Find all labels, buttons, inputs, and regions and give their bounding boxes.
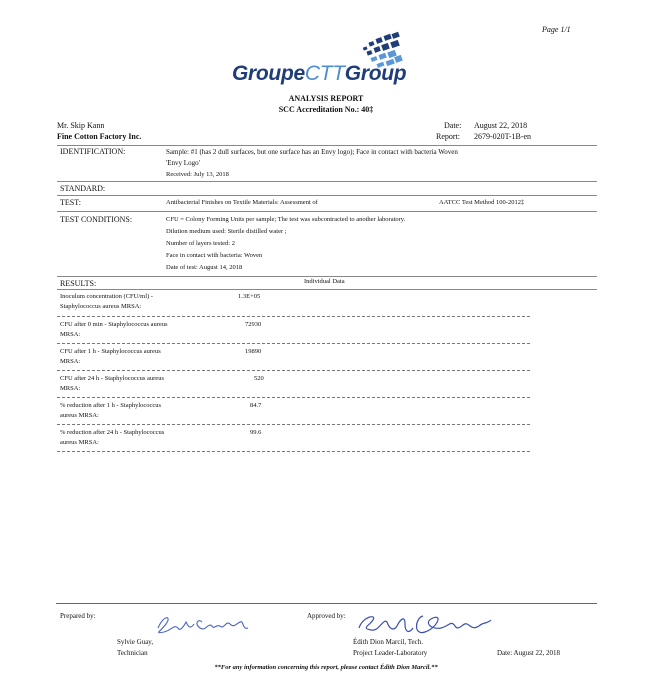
date-label: Date: bbox=[444, 121, 462, 130]
result-value: 19890 bbox=[245, 348, 262, 355]
result-label: MRSA: bbox=[60, 385, 81, 392]
result-label: MRSA: bbox=[60, 331, 81, 338]
standard-label: STANDARD: bbox=[60, 184, 106, 193]
row-divider bbox=[57, 424, 530, 425]
divider bbox=[57, 145, 597, 146]
condition-line: CFU = Colony Forming Units per sample; The test was subcontracted to another laboratory. bbox=[166, 216, 406, 223]
report-number: 2679-020T-1B-en bbox=[474, 132, 532, 141]
result-label: Inoculum concentration (CFU/ml) - bbox=[60, 293, 153, 300]
result-value: 1.3E+05 bbox=[238, 293, 261, 300]
approved-date: Date: August 22, 2018 bbox=[497, 649, 560, 657]
prepared-signature bbox=[150, 610, 270, 640]
received-date: Received: July 13, 2018 bbox=[166, 171, 229, 178]
result-label: MRSA: bbox=[60, 358, 81, 365]
result-label: % reduction after 24 h - Staphylococcus bbox=[60, 429, 165, 436]
row-divider bbox=[57, 370, 530, 371]
result-label: aureus MRSA: bbox=[60, 439, 99, 446]
prepared-title: Technician bbox=[117, 649, 148, 657]
approved-title: Project Leader-Laboratory bbox=[353, 649, 428, 657]
condition-line: Face in contact with bacteria: Woven bbox=[166, 252, 263, 259]
result-value: 84.7 bbox=[250, 402, 262, 409]
result-label: aureus MRSA: bbox=[60, 412, 99, 419]
identification-label: IDENTIFICATION: bbox=[60, 147, 126, 156]
report-label: Report: bbox=[436, 132, 460, 141]
footer-note: **For any information concerning this report, please contact Édith Dion Marcil.** bbox=[214, 664, 438, 671]
logo-text: GroupeCTTGroup bbox=[232, 62, 407, 85]
identification-sample: Sample: #1 (has 2 dull surfaces, but one surface has an Envy logo); Face in contact with bacteria Woven bbox=[166, 148, 458, 156]
result-value: 99.6 bbox=[250, 429, 262, 436]
row-divider bbox=[57, 316, 530, 317]
approved-name: Édith Dion Marcil, Tech. bbox=[353, 638, 423, 646]
row-divider bbox=[57, 451, 530, 452]
result-label: % reduction after 1 h - Staphylococcus bbox=[60, 402, 162, 409]
approved-signature bbox=[353, 608, 503, 642]
report-title: ANALYSIS REPORT bbox=[288, 94, 364, 103]
test-method: AATCC Test Method 100-2012‡ bbox=[439, 199, 525, 206]
test-conditions-label: TEST CONDITIONS: bbox=[60, 215, 133, 224]
result-label: CFU after 1 h - Staphylococcus aureus bbox=[60, 348, 161, 355]
divider bbox=[57, 276, 597, 277]
divider bbox=[57, 289, 597, 290]
results-label: RESULTS: bbox=[60, 279, 97, 288]
page-number: Page 1/1 bbox=[542, 25, 571, 34]
condition-line: Number of layers tested: 2 bbox=[166, 240, 235, 247]
result-label: CFU after 24 h - Staphylococcus aureus bbox=[60, 375, 164, 382]
accreditation-number: SCC Accreditation No.: 40‡ bbox=[278, 105, 374, 114]
result-label: Staphylococcus aureus MRSA: bbox=[60, 303, 142, 310]
recipient-name: Mr. Skip Kann bbox=[57, 121, 105, 130]
divider bbox=[57, 181, 597, 182]
prepared-name: Sylvie Guay, bbox=[117, 638, 154, 646]
row-divider bbox=[57, 397, 530, 398]
result-value: 72930 bbox=[245, 321, 262, 328]
test-label: TEST: bbox=[60, 198, 81, 207]
divider bbox=[57, 195, 597, 196]
result-value: 520 bbox=[254, 375, 264, 382]
prepared-by-label: Prepared by: bbox=[60, 612, 96, 620]
date-value: August 22, 2018 bbox=[474, 121, 528, 130]
condition-line: Dilution medium used: Sterile distilled water ; bbox=[166, 228, 287, 235]
recipient-company: Fine Cotton Factory Inc. bbox=[57, 132, 142, 141]
footer-divider bbox=[56, 603, 597, 604]
row-divider bbox=[57, 343, 530, 344]
results-column-header: Individual Data bbox=[304, 278, 345, 285]
condition-line: Date of test: August 14, 2018 bbox=[166, 264, 243, 271]
divider bbox=[57, 211, 597, 212]
result-label: CFU after 0 min - Staphylococcus aureus bbox=[60, 321, 168, 328]
approved-by-label: Approved by: bbox=[307, 612, 346, 620]
identification-logo: 'Envy Logo' bbox=[166, 159, 200, 167]
test-name: Antibacterial Finishes on Textile Materials: Assessment of bbox=[166, 199, 318, 206]
